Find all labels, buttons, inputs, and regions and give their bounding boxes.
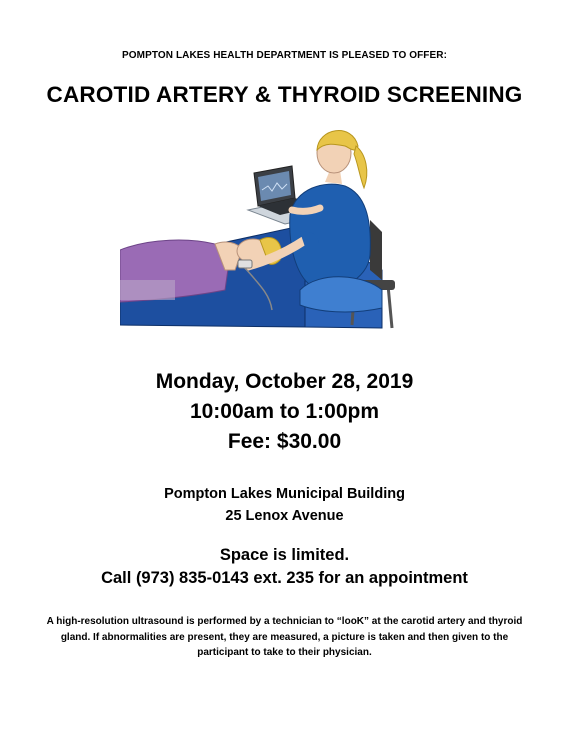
- venue-name: Pompton Lakes Municipal Building: [164, 486, 405, 502]
- call-for-appointment: Call (973) 835-0143 ext. 235 for an appointment: [101, 569, 468, 587]
- event-date: Monday, October 28, 2019: [155, 370, 414, 393]
- venue-address: 25 Lenox Avenue: [225, 508, 344, 524]
- screening-description: A high-resolution ultrasound is performed by a technician to “looK” at the carotid artery and thyroid gland. If abnormalities are present, they are measured, a picture is taken and then given to the participant to take to their physician.: [46, 616, 523, 658]
- header-kicker: POMPTON LAKES HEALTH DEPARTMENT IS PLEASED TO OFFER:: [121, 50, 448, 61]
- ultrasound-screening-illustration: [120, 120, 410, 340]
- event-fee: Fee: $30.00: [227, 430, 342, 453]
- space-limited-note: Space is limited.: [219, 546, 350, 564]
- event-time: 10:00am to 1:00pm: [189, 400, 380, 423]
- page-title: CAROTID ARTERY & THYROID SCREENING: [46, 82, 523, 107]
